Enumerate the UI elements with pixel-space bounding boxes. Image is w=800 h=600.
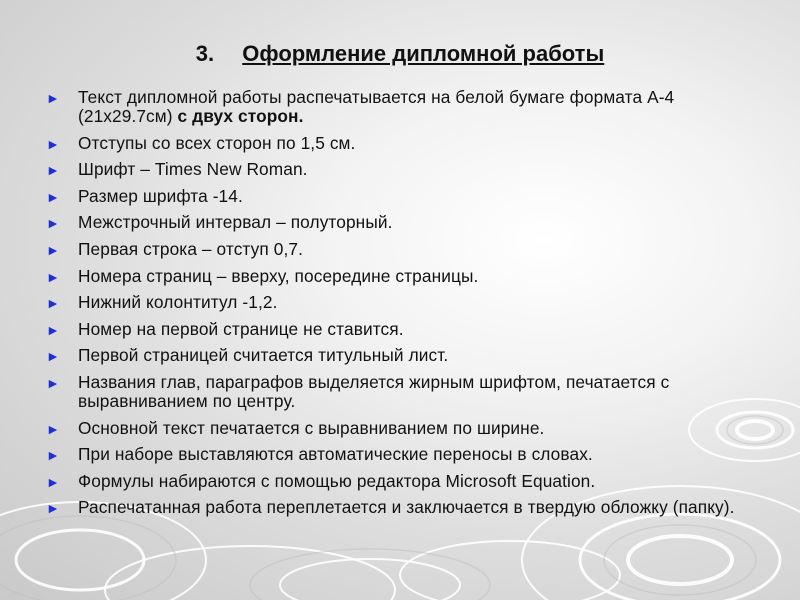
title-text: Оформление дипломной работы xyxy=(242,41,605,66)
bullet-item xyxy=(46,213,754,232)
bullet-item xyxy=(46,419,754,438)
bullet-arrow-icon: ► xyxy=(46,447,60,464)
bullet-text: Текст дипломной работы распечатывается на белой бумаге формата А-4 (21х29.7см) xyxy=(78,87,675,126)
bullet-item xyxy=(46,498,754,517)
bullet-arrow-icon: ► xyxy=(46,374,60,391)
bullet-arrow-icon: ► xyxy=(46,162,60,179)
bullet-emphasis: с двух сторон. xyxy=(177,106,304,126)
bullet-arrow-icon: ► xyxy=(46,473,60,490)
bullet-item xyxy=(46,187,754,206)
bullet-item xyxy=(46,472,754,491)
bullet-text: Отступы со всех сторон по 1,5 см. xyxy=(78,132,356,153)
bullet-text: Основной текст печатается с выравниванием по ширине. xyxy=(78,417,545,438)
bullet-item xyxy=(46,373,754,411)
bullet-item xyxy=(46,160,754,179)
bullet-arrow-icon: ► xyxy=(46,321,60,338)
bullet-text: Нижний колонтитул -1,2. xyxy=(78,292,278,313)
bullet-arrow-icon: ► xyxy=(46,90,60,106)
bullet-text: Размер шрифта -14. xyxy=(78,185,243,206)
bullet-item xyxy=(46,293,754,312)
bullet-arrow-icon: ► xyxy=(46,241,60,258)
bullet-text: Первой страницей считается титульный лист. xyxy=(78,345,449,366)
slide-title xyxy=(0,40,800,68)
bullet-list xyxy=(46,88,754,525)
bullet-item xyxy=(46,134,754,153)
bullet-text: Первая строка – отступ 0,7. xyxy=(78,238,303,259)
bullet-arrow-icon: ► xyxy=(46,420,60,437)
bullet-arrow-icon: ► xyxy=(46,295,60,312)
bullet-text: Распечатанная работа переплетается и заключается в твердую обложку (папку). xyxy=(78,497,735,518)
title-number: 3. xyxy=(195,41,215,66)
bullet-item xyxy=(46,320,754,339)
bullet-text: При наборе выставляются автоматические переносы в словах. xyxy=(78,444,593,465)
bullet-arrow-icon: ► xyxy=(46,215,60,232)
bullet-arrow-icon: ► xyxy=(46,500,60,517)
bullet-text: Формулы набираются с помощью редактора Microsoft Equation. xyxy=(78,470,596,491)
bullet-text: Межстрочный интервал – полуторный. xyxy=(78,212,393,233)
bullet-arrow-icon: ► xyxy=(46,348,60,365)
bullet-item xyxy=(46,346,754,365)
bullet-item xyxy=(46,88,754,126)
bullet-text: Номера страниц – вверху, посередине страницы. xyxy=(78,265,479,286)
bullet-text: Номер на первой странице не ставится. xyxy=(78,318,404,339)
bullet-arrow-icon: ► xyxy=(46,268,60,285)
bullet-item xyxy=(46,445,754,464)
bullet-text: Названия глав, параграфов выделяется жирным шрифтом, печатается с выравниванием по центру. xyxy=(78,371,670,411)
bullet-arrow-icon: ► xyxy=(46,135,60,152)
bullet-arrow-icon: ► xyxy=(46,188,60,205)
bullet-text: Шрифт – Times New Roman. xyxy=(78,159,308,180)
bullet-item xyxy=(46,267,754,286)
bullet-item xyxy=(46,240,754,259)
